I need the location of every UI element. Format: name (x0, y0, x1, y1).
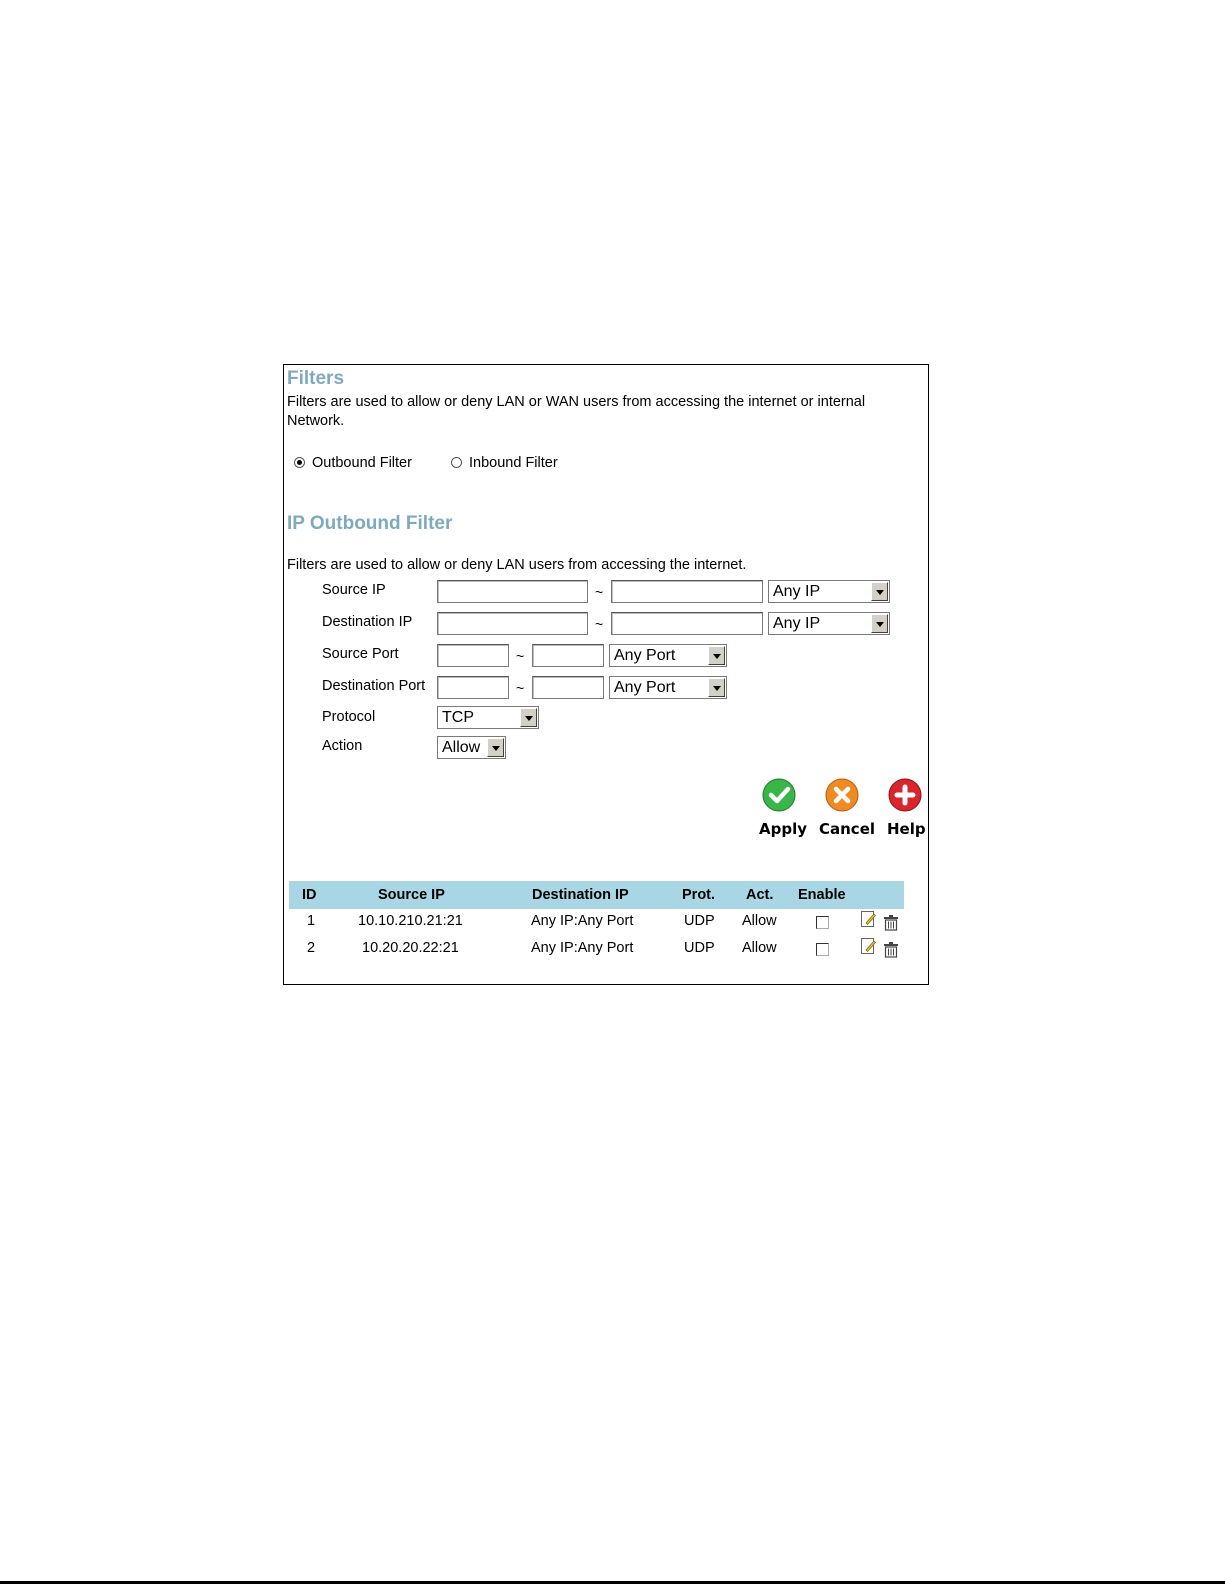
action-value: Allow (442, 739, 481, 756)
apply-button[interactable]: Apply (759, 820, 808, 838)
column-action: Act. (746, 887, 774, 903)
source-port-label: Source Port (322, 646, 399, 662)
action-label: Action (322, 738, 363, 754)
chevron-down-icon (487, 738, 504, 757)
help-button[interactable]: Help (887, 820, 926, 838)
page-description: Filters are used to allow or deny LAN or WAN users from accessing the internet or internal Network. (287, 394, 866, 429)
trash-icon[interactable] (883, 942, 899, 958)
cancel-button[interactable]: Cancel (819, 820, 876, 838)
column-id: ID (302, 887, 317, 903)
destination-port-mode-value: Any Port (614, 679, 676, 696)
cancel-icon[interactable] (825, 778, 859, 812)
separator: ~ (516, 648, 525, 664)
source-port-from-input[interactable] (437, 644, 509, 667)
table-row (284, 937, 928, 964)
apply-icon[interactable] (762, 778, 796, 812)
source-port-mode-value: Any Port (614, 647, 676, 664)
separator: ~ (595, 584, 604, 600)
row-enable-checkbox[interactable] (816, 916, 829, 929)
filters-panel (283, 364, 929, 985)
separator: ~ (516, 680, 525, 696)
chevron-down-icon (708, 646, 725, 665)
destination-ip-label: Destination IP (322, 614, 413, 630)
action-select[interactable] (437, 736, 506, 759)
source-ip-mode-value: Any IP (773, 583, 821, 600)
chevron-down-icon (871, 614, 888, 633)
row-action: Allow (742, 940, 777, 956)
help-icon[interactable] (888, 778, 922, 812)
row-id: 2 (307, 940, 316, 956)
destination-ip-from-input[interactable] (437, 612, 588, 635)
column-protocol: Prot. (682, 887, 716, 903)
edit-icon[interactable] (861, 938, 876, 955)
section-description: Filters are used to allow or deny LAN users from accessing the internet. (287, 557, 747, 573)
page-title: Filters (287, 368, 345, 389)
section-title: IP Outbound Filter (287, 513, 453, 534)
protocol-label: Protocol (322, 709, 376, 725)
row-source-ip: 10.10.210.21:21 (358, 913, 463, 929)
row-action: Allow (742, 913, 777, 929)
row-source-ip: 10.20.20.22:21 (362, 940, 459, 956)
source-ip-from-input[interactable] (437, 580, 588, 603)
source-ip-mode-select[interactable] (768, 580, 890, 603)
destination-port-mode-select[interactable] (609, 676, 727, 699)
chevron-down-icon (871, 582, 888, 601)
source-ip-to-input[interactable] (611, 580, 763, 603)
destination-port-label: Destination Port (322, 678, 426, 694)
row-protocol: UDP (684, 940, 715, 956)
row-protocol: UDP (684, 913, 715, 929)
outbound-filter-label[interactable]: Outbound Filter (312, 455, 412, 471)
inbound-filter-radio[interactable] (451, 457, 462, 468)
separator: ~ (595, 616, 604, 632)
source-port-to-input[interactable] (532, 644, 604, 667)
outbound-filter-radio[interactable] (294, 457, 305, 468)
row-destination-ip: Any IP:Any Port (531, 940, 634, 956)
chevron-down-icon (708, 678, 725, 697)
inbound-filter-label[interactable]: Inbound Filter (469, 455, 558, 471)
row-id: 1 (307, 913, 316, 929)
page-bottom-rule (0, 1581, 1225, 1584)
row-destination-ip: Any IP:Any Port (531, 913, 634, 929)
protocol-select[interactable] (437, 706, 539, 729)
column-source-ip: Source IP (378, 887, 445, 903)
row-enable-checkbox[interactable] (816, 943, 829, 956)
protocol-value: TCP (442, 709, 474, 726)
destination-ip-mode-select[interactable] (768, 612, 890, 635)
column-enable: Enable (798, 887, 846, 903)
destination-port-from-input[interactable] (437, 676, 509, 699)
chevron-down-icon (520, 708, 537, 727)
edit-icon[interactable] (861, 911, 876, 928)
source-port-mode-select[interactable] (609, 644, 727, 667)
column-destination-ip: Destination IP (532, 887, 629, 903)
destination-port-to-input[interactable] (532, 676, 604, 699)
table-row (284, 910, 928, 937)
trash-icon[interactable] (883, 915, 899, 931)
destination-ip-to-input[interactable] (611, 612, 763, 635)
source-ip-label: Source IP (322, 582, 386, 598)
destination-ip-mode-value: Any IP (773, 615, 821, 632)
table-header (289, 881, 904, 909)
